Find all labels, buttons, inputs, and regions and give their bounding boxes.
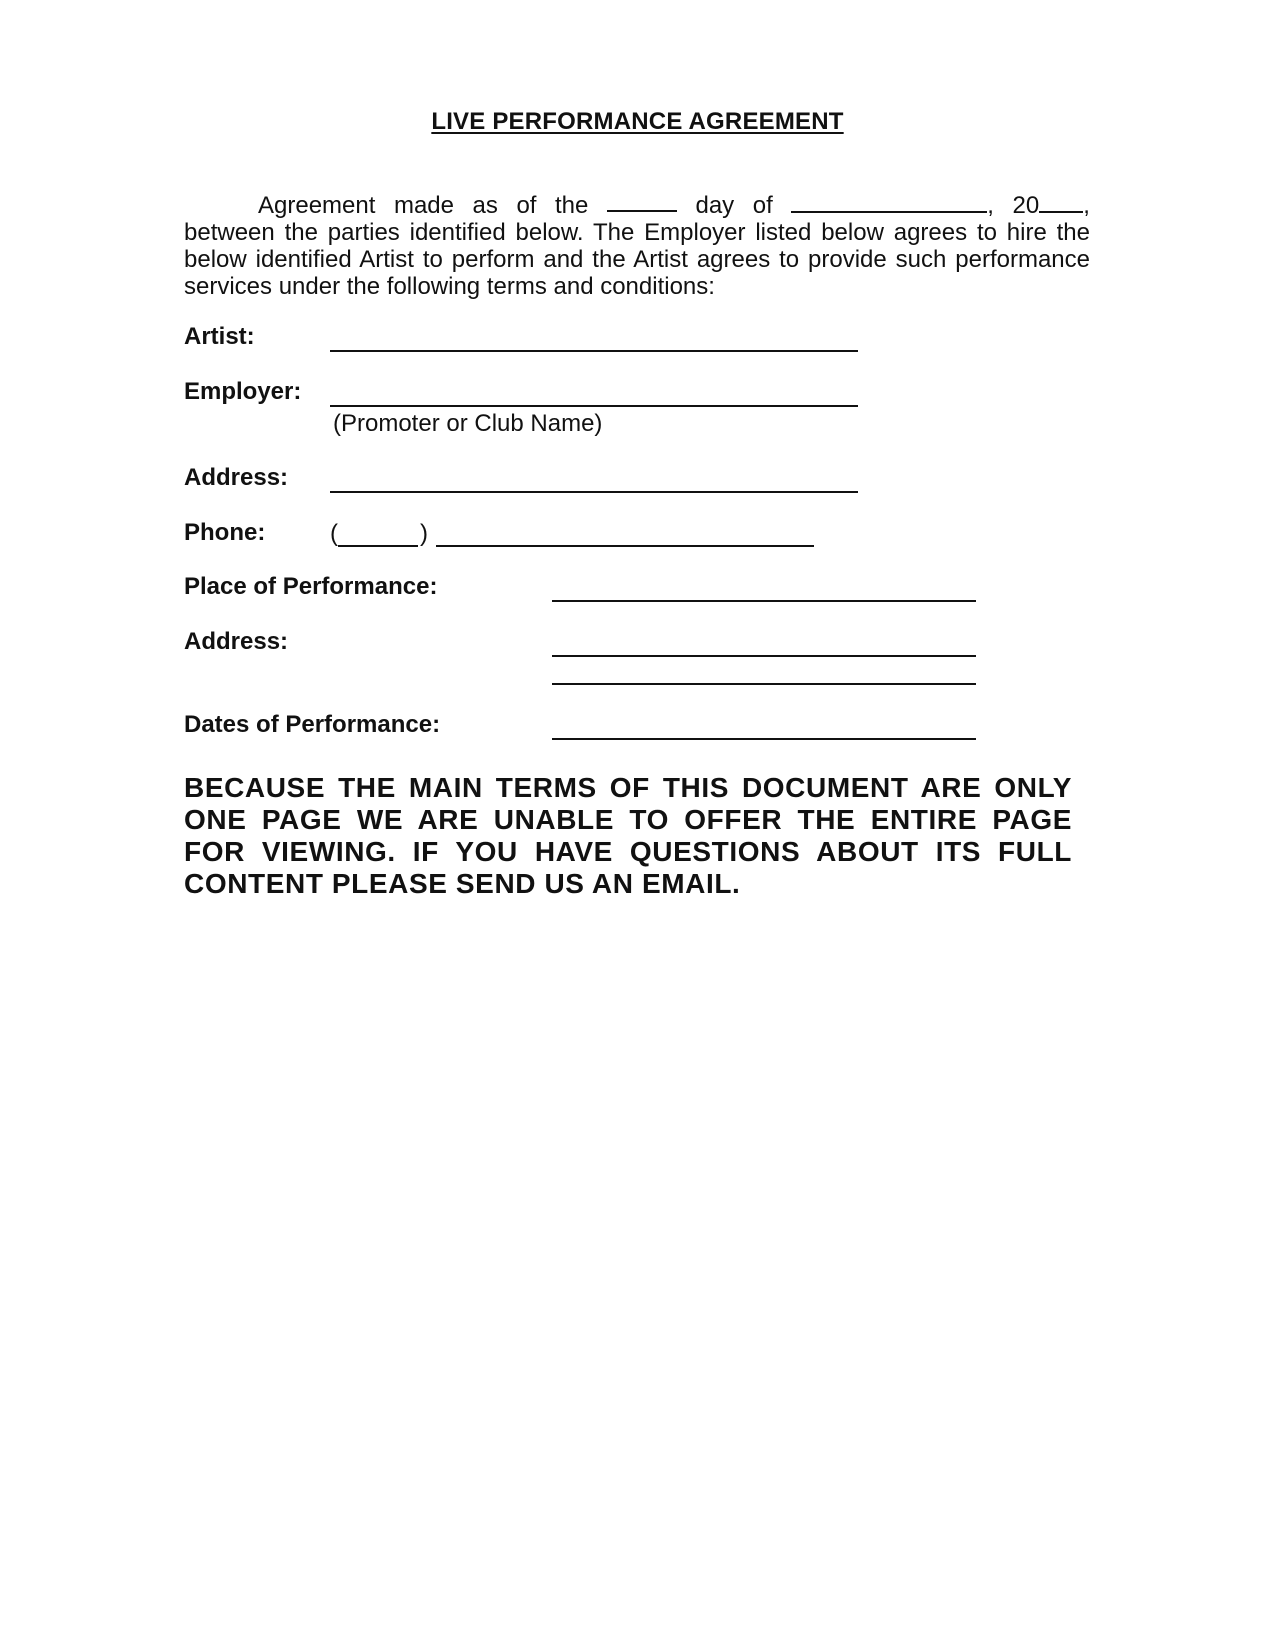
employer-label: Employer: [184,378,302,405]
month-blank[interactable] [791,193,987,213]
phone-open-paren: ( [330,520,338,547]
intro-word: as [472,192,498,219]
intro-trailing-comma: , [1083,192,1090,219]
document-title: LIVE PERFORMANCE AGREEMENT [431,108,844,135]
performance-address-line-2[interactable] [552,683,976,685]
artist-label: Artist: [184,323,255,350]
intro-paragraph [184,192,1090,300]
year-blank[interactable] [1039,193,1083,213]
performance-address-line-1[interactable] [552,655,976,657]
dates-of-performance-label: Dates of Performance: [184,711,441,738]
phone-area-code-line[interactable] [338,545,418,547]
year-prefix: 20 [1012,192,1040,219]
artist-field-line[interactable] [330,350,858,352]
phone-label: Phone: [184,519,266,546]
performance-address-label: Address: [184,628,289,655]
place-of-performance-label: Place of Performance: [184,573,438,600]
phone-number-line[interactable] [436,545,814,547]
intro-word: of [516,192,537,219]
day-number-blank[interactable] [607,192,677,212]
employer-field-line[interactable] [330,405,858,407]
intro-body-text: between the parties identified below. The Employer listed below agrees to hire the below identified Artist to perform and the Artist agrees to provide such performance services under the following terms and conditions: [184,219,1090,300]
address-field-line[interactable] [330,491,858,493]
preview-notice: BECAUSE THE MAIN TERMS OF THIS DOCUMENT ARE ONLY ONE PAGE WE ARE UNABLE TO OFFER THE ENTIRE PAGE FOR VIEWING. IF YOU HAVE QUESTIONS ABOUT ITS FULL CONTENT PLEASE SEND US AN EMAIL. [184,772,1072,899]
intro-word: of [752,192,773,219]
intro-word: the [555,192,589,219]
intro-word: day [695,192,735,219]
dates-of-performance-line[interactable] [552,738,976,740]
intro-comma: , [987,192,994,219]
address-label: Address: [184,464,289,491]
phone-close-paren: ) [420,520,428,547]
employer-hint: (Promoter or Club Name) [333,410,603,437]
intro-word: made [393,192,454,219]
place-of-performance-line[interactable] [552,600,976,602]
intro-first-line [184,192,1090,219]
intro-word: Agreement [258,192,376,219]
